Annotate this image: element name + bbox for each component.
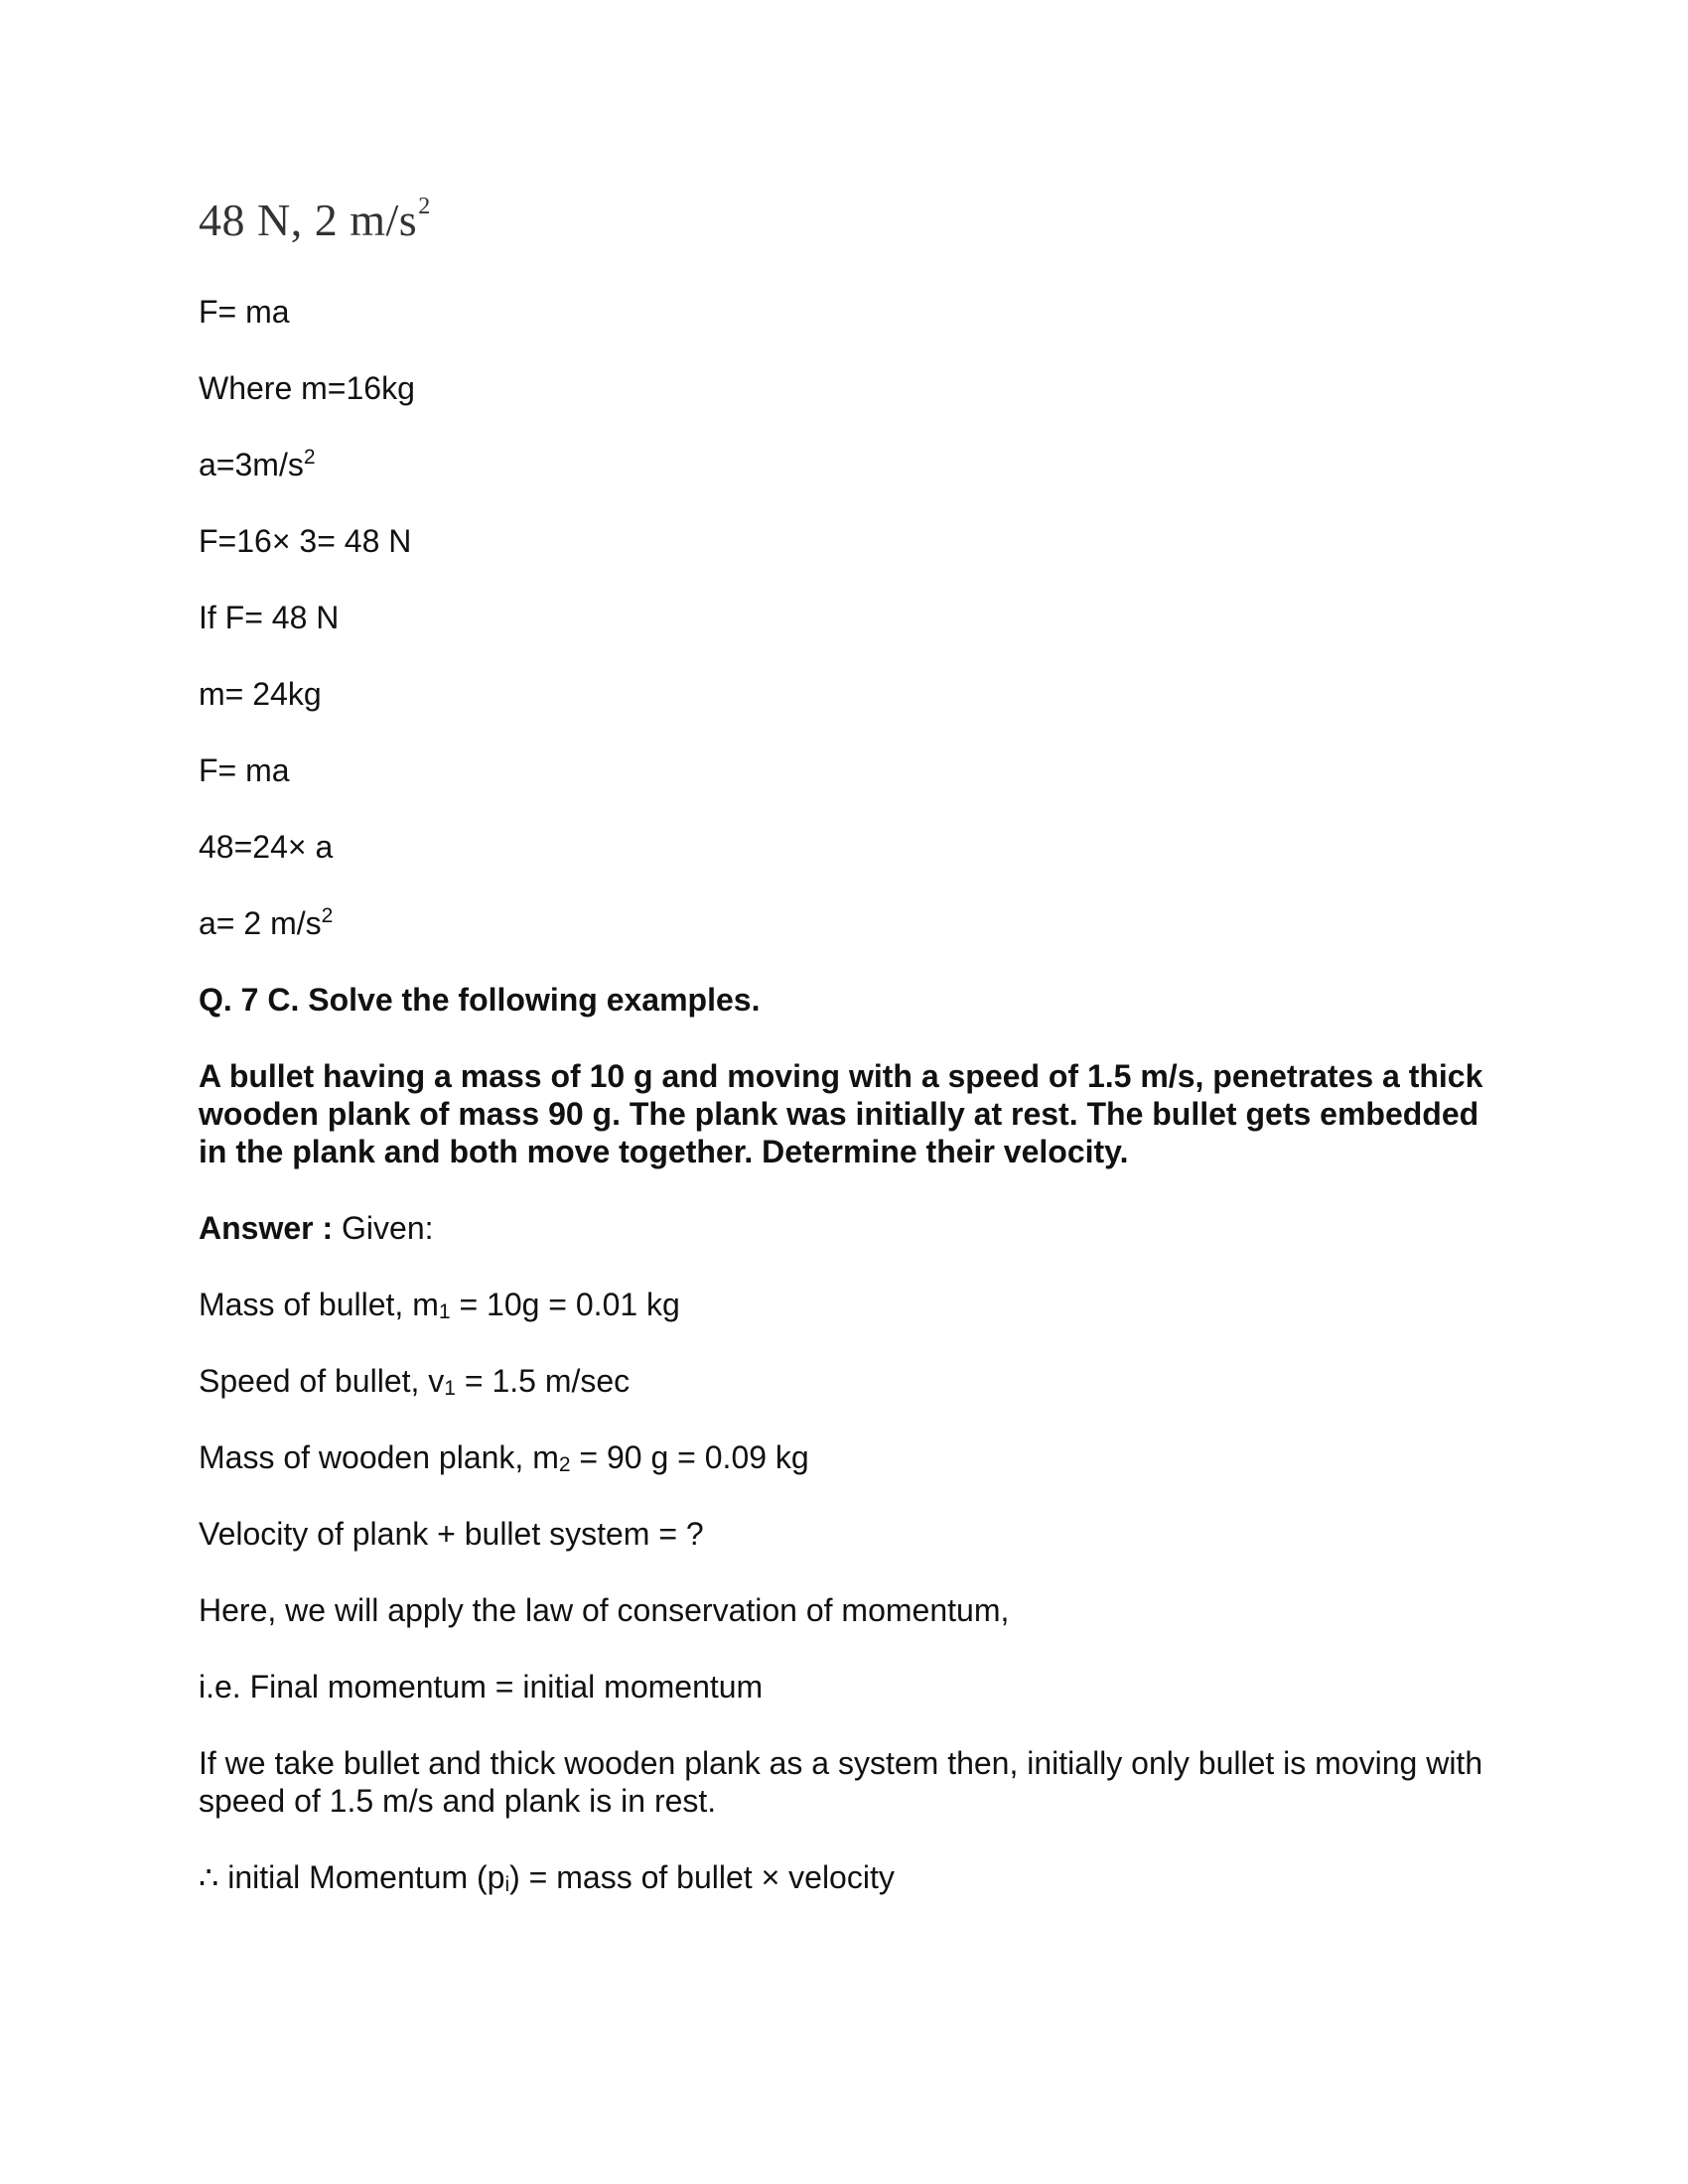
plank-mass-subscript: 2 — [558, 1453, 571, 1476]
acceleration-text: a=3m/s — [199, 447, 304, 482]
formula-line-2: F= ma — [199, 752, 290, 788]
formula-line: F= ma — [199, 294, 290, 330]
answer-label: Answer : — [199, 1210, 334, 1246]
system-velocity-question: Velocity of plank + bullet system = ? — [199, 1516, 704, 1552]
question-body: A bullet having a mass of 10 g and moving with a speed of 1.5 m/s, penetrates a thick wooden plank of mass 90 g. The plank was initially at rest. The bullet gets embedded in the plank and both move together. Determine their velocity. — [199, 1058, 1483, 1169]
given-acceleration-line — [199, 446, 1509, 483]
acceleration-exponent: 2 — [303, 446, 316, 469]
answer-image-heading — [199, 195, 1509, 243]
answer-intro-line — [199, 1209, 1509, 1247]
force-calculation-line: F=16× 3= 48 N — [199, 523, 412, 559]
bullet-speed-value: = 1.5 m/sec — [455, 1363, 631, 1399]
plank-mass-line — [199, 1438, 1509, 1476]
bullet-speed-text: Speed of bullet, v — [199, 1363, 445, 1399]
conservation-law-line: Here, we will apply the law of conservation of momentum, — [199, 1592, 1010, 1628]
bullet-speed-line — [199, 1362, 1509, 1400]
bullet-mass-value: = 10g = 0.01 kg — [450, 1287, 680, 1322]
new-mass-line: m= 24kg — [199, 676, 322, 712]
bullet-mass-line — [199, 1286, 1509, 1323]
question-title: Q. 7 C. Solve the following examples. — [199, 982, 761, 1018]
equation-substitution-line: 48=24× a — [199, 829, 334, 865]
page-content — [199, 195, 1509, 1935]
momentum-equality-line: i.e. Final momentum = initial momentum — [199, 1669, 764, 1705]
system-description-paragraph: If we take bullet and thick wooden plank as a system then, initially only bullet is moving with speed of 1.5 m/s and plank is in rest. — [199, 1745, 1483, 1819]
given-mass-line: Where m=16kg — [199, 370, 415, 406]
answer-given: Given: — [333, 1210, 434, 1246]
plank-mass-text: Mass of wooden plank, m — [199, 1439, 559, 1475]
initial-momentum-text: ∴ initial Momentum (p — [199, 1859, 505, 1895]
bullet-mass-text: Mass of bullet, m — [199, 1287, 439, 1322]
plank-mass-value: = 90 g = 0.09 kg — [570, 1439, 809, 1475]
result-acceleration-line — [199, 904, 1509, 942]
bullet-speed-subscript: 1 — [444, 1377, 456, 1400]
if-force-line: If F= 48 N — [199, 600, 340, 635]
initial-momentum-value: ) = mass of bullet × velocity — [509, 1859, 895, 1895]
initial-momentum-line — [199, 1858, 1509, 1896]
initial-momentum-subscript: i — [504, 1873, 510, 1896]
answer-image-superscript: 2 — [418, 194, 431, 219]
answer-image-text: 48 N, 2 m/s — [199, 195, 418, 245]
bullet-mass-subscript: 1 — [438, 1300, 451, 1323]
result-acceleration-text: a= 2 m/s — [199, 905, 322, 941]
result-acceleration-exponent: 2 — [321, 904, 334, 927]
